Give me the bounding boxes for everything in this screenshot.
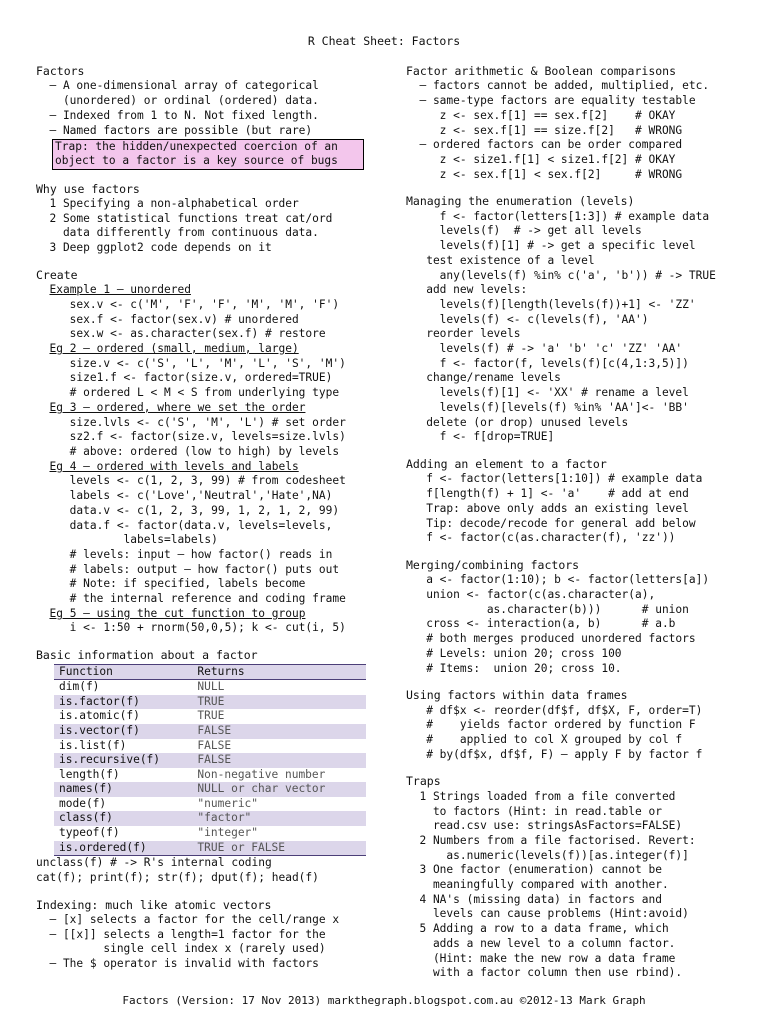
- function-cell: is.list(f): [59, 738, 127, 752]
- section-heading: Create: [36, 267, 78, 282]
- code-line: data.f <- factor(data.v, levels=levels,: [36, 518, 333, 532]
- text-line: adds a new level to a column factor.: [406, 936, 676, 950]
- text-line: meaningfully compared with another.: [406, 878, 669, 892]
- code-line: [36, 401, 368, 416]
- text-line: 3 Deep ggplot2 code depends on it: [36, 241, 272, 255]
- text-line: (unordered) or ordinal (ordered) data.: [36, 94, 319, 108]
- code-line: [36, 283, 368, 298]
- returns-cell: NULL or char vector: [192, 782, 366, 797]
- code-line: – ordered factors can be order compared: [406, 138, 683, 152]
- code-line: any(levels(f) %in% c('a', 'b')) # -> TRUE: [406, 268, 716, 282]
- code-line: levels(f)[1] # -> get a specific level: [406, 239, 696, 253]
- code-line: # labels: output – how factor() puts out: [36, 562, 340, 576]
- section-adding-element: [406, 457, 736, 546]
- text-line: 1 Specifying a non-alphabetical order: [36, 197, 299, 211]
- section-heading: Why use factors: [36, 181, 140, 196]
- text-line: – A one-dimensional array of categorical: [36, 79, 319, 93]
- text-line: – [[x]] selects a length=1 factor for the: [36, 927, 326, 941]
- returns-cell: NULL: [197, 680, 225, 694]
- example-heading: Eg 4 – ordered with levels and labels: [49, 459, 299, 473]
- text-line: with a factor column then use rbind).: [406, 966, 683, 980]
- text-line: 3 One factor (enumeration) cannot be: [406, 863, 662, 877]
- code-line: – factors cannot be added, multiplied, etc.: [406, 79, 710, 93]
- text-line: data differently from continuous data.: [36, 226, 319, 240]
- code-line: sex.w <- as.character(sex.f) # restore: [36, 327, 326, 341]
- right-column: [406, 64, 736, 993]
- code-line: sz2.f <- factor(size.v, levels=size.lvls): [36, 430, 346, 444]
- code-line: # ordered L < M < S from underlying type: [36, 386, 340, 400]
- text-line: read.csv use: stringsAsFactors=FALSE): [406, 819, 683, 833]
- code-line: [36, 460, 368, 475]
- table-row: [54, 811, 366, 826]
- function-cell: typeof(f): [59, 826, 120, 840]
- code-line: levels(f)[1] <- 'XX' # rename a level: [406, 386, 689, 400]
- code-line: change/rename levels: [406, 371, 561, 385]
- function-cell: is.atomic(f): [59, 709, 140, 723]
- returns-cell: "numeric": [197, 796, 259, 810]
- code-line: f <- factor(c(as.character(f), 'zz')): [406, 531, 676, 545]
- returns-cell: Non-negative number: [197, 767, 326, 781]
- code-line: levels(f) # -> 'a' 'b' 'c' 'ZZ' 'AA': [406, 342, 683, 356]
- code-line: as.character(b))) # union: [406, 602, 689, 616]
- code-line: f <- factor(letters[1:3]) # example data: [406, 209, 710, 223]
- code-line: cross <- interaction(a, b) # a.b: [406, 617, 676, 631]
- code-line: union <- factor(c(as.character(a),: [406, 588, 656, 602]
- code-line: # the internal reference and coding frame: [36, 592, 346, 606]
- code-line: z <- sex.f[1] == size.f[2] # WRONG: [406, 123, 683, 137]
- code-line: # Note: if specified, labels become: [36, 577, 306, 591]
- code-line: test existence of a level: [406, 253, 595, 267]
- code-line: size1.f <- factor(size.v, ordered=TRUE): [36, 371, 333, 385]
- code-line: sex.f <- factor(sex.v) # unordered: [36, 312, 299, 326]
- code-line: Tip: decode/recode for general add below: [406, 516, 696, 530]
- function-cell: dim(f): [59, 680, 100, 694]
- section-heading: Merging/combining factors: [406, 557, 580, 572]
- function-cell: is.vector(f): [54, 724, 192, 739]
- code-line: [36, 342, 368, 357]
- code-line: levels(f) # -> get all levels: [406, 224, 642, 238]
- code-line: f[length(f) + 1] <- 'a' # add at end: [406, 487, 689, 501]
- table-row: [54, 841, 366, 856]
- example-heading: Example 1 – unordered: [49, 283, 191, 297]
- section-indexing: [36, 898, 368, 972]
- table-row: [54, 680, 366, 695]
- table-row: [54, 826, 366, 841]
- section-heading: Traps: [406, 774, 441, 789]
- code-line: reorder levels: [406, 327, 521, 341]
- code-line: # applied to col X grouped by col f: [406, 733, 683, 747]
- returns-cell: "factor": [192, 811, 366, 826]
- section-managing-levels: [406, 194, 736, 445]
- function-cell: is.ordered(f): [54, 841, 192, 856]
- section-heading: Basic information about a factor: [36, 648, 258, 663]
- text-line: – Indexed from 1 to N. Not fixed length.: [36, 108, 319, 122]
- code-line: # above: ordered (low to high) by levels: [36, 444, 340, 458]
- text-line: as.numeric(levels(f))[as.integer(f)]: [406, 848, 689, 862]
- returns-cell: FALSE: [197, 738, 232, 752]
- example-heading: Eg 2 – ordered (small, medium, large): [49, 342, 299, 356]
- text-line: 1 Strings loaded from a file converted: [406, 789, 676, 803]
- code-line: sex.v <- c('M', 'F', 'F', 'M', 'M', 'F'): [36, 297, 340, 311]
- section-why-use-factors: [36, 182, 368, 256]
- page-title: R Cheat Sheet: Factors: [307, 34, 461, 48]
- section-factors: [36, 64, 368, 170]
- code-line: z <- sex.f[1] == sex.f[2] # OKAY: [406, 108, 676, 122]
- code-line: # Items: union 20; cross 10.: [406, 661, 622, 675]
- text-line: 2 Some statistical functions treat cat/ord: [36, 211, 333, 225]
- footer: Factors (Version: 17 Nov 2013) markthegraph.blogspot.com.au ©2012-13 Mark Graph: [122, 994, 646, 1007]
- code-line: unclass(f) # -> R's internal coding: [36, 856, 272, 870]
- returns-cell: FALSE: [192, 724, 366, 739]
- table-row: [54, 695, 366, 710]
- code-line: f <- factor(f, levels(f)[c(4,1:3,5)]): [406, 356, 689, 370]
- code-line: # by(df$x, df$f, F) – apply F by factor f: [406, 747, 703, 761]
- table-row: [54, 797, 366, 812]
- code-line: data.v <- c(1, 2, 3, 99, 1, 2, 1, 2, 99): [36, 503, 340, 517]
- trap-line: object to a factor is a key source of bugs: [55, 154, 338, 168]
- function-cell: length(f): [59, 767, 120, 781]
- returns-cell: TRUE: [197, 709, 225, 723]
- function-cell: names(f): [54, 782, 192, 797]
- section-heading: Using factors within data frames: [406, 688, 628, 703]
- code-line: delete (or drop) unused levels: [406, 415, 629, 429]
- text-line: – [x] selects a factor for the cell/range x: [36, 913, 340, 927]
- text-line: to factors (Hint: in read.table or: [406, 804, 662, 818]
- code-line: Trap: above only adds an existing level: [406, 501, 689, 515]
- code-line: size.lvls <- c('S', 'M', 'L') # set order: [36, 415, 346, 429]
- code-line: levels(f)[length(levels(f))+1] <- 'ZZ': [406, 297, 696, 311]
- returns-cell: TRUE or FALSE: [192, 841, 366, 856]
- text-line: 4 NA's (missing data) in factors and: [406, 892, 662, 906]
- function-cell: is.factor(f): [54, 695, 192, 710]
- text-line: single cell index x (rarely used): [36, 942, 326, 956]
- table-row: [54, 768, 366, 783]
- table-row: [54, 739, 366, 754]
- code-line: levels <- c(1, 2, 3, 99) # from codesheet: [36, 474, 346, 488]
- section-data-frames: [406, 688, 736, 762]
- section-heading: Factors: [36, 64, 85, 78]
- section-heading: Factor arithmetic & Boolean comparisons: [406, 64, 677, 78]
- function-cell: mode(f): [59, 796, 107, 810]
- text-line: 5 Adding a row to a data frame, which: [406, 922, 669, 936]
- code-line: a <- factor(1:10); b <- factor(letters[a]): [406, 573, 710, 587]
- code-line: [36, 607, 368, 622]
- function-table: [54, 664, 366, 857]
- table-header-row: [54, 664, 366, 680]
- code-line: – same-type factors are equality testable: [406, 94, 696, 108]
- table-row: [54, 753, 366, 768]
- example-heading: Eg 3 – ordered, where we set the order: [49, 400, 306, 414]
- code-line: i <- 1:50 + rnorm(50,0,5); k <- cut(i, 5): [36, 621, 346, 635]
- section-basic-info: [36, 648, 368, 886]
- code-line: levels(f)[levels(f) %in% 'AA']<- 'BB': [406, 400, 689, 414]
- code-line: # Levels: union 20; cross 100: [406, 646, 622, 660]
- section-create: [36, 268, 368, 636]
- trap-callout: [52, 139, 364, 169]
- returns-cell: "integer": [197, 826, 259, 840]
- column-header-function: Function: [54, 664, 192, 680]
- code-line: add new levels:: [406, 283, 528, 297]
- code-line: z <- sex.f[1] < sex.f[2] # WRONG: [406, 167, 683, 181]
- text-line: 2 Numbers from a file factorised. Revert:: [406, 833, 696, 847]
- code-line: cat(f); print(f); str(f); dput(f); head(f): [36, 870, 319, 884]
- code-line: # levels: input – how factor() reads in: [36, 547, 333, 561]
- code-line: labels=labels): [36, 533, 218, 547]
- trap-line: Trap: the hidden/unexpected coercion of an: [55, 140, 338, 154]
- text-line: levels can cause problems (Hint:avoid): [406, 907, 689, 921]
- table-row: [54, 709, 366, 724]
- code-line: # both merges produced unordered factors: [406, 632, 696, 646]
- function-cell: class(f): [54, 811, 192, 826]
- example-heading: Eg 5 – using the cut function to group: [49, 606, 306, 620]
- section-heading: Adding an element to a factor: [406, 456, 607, 471]
- returns-cell: TRUE: [192, 695, 366, 710]
- text-line: – Named factors are possible (but rare): [36, 123, 313, 137]
- function-cell: is.recursive(f): [54, 753, 192, 768]
- section-traps: [406, 774, 736, 981]
- code-line: f <- f[drop=TRUE]: [406, 430, 555, 444]
- table-row: [54, 782, 366, 797]
- code-line: # df$x <- reorder(df$f, df$X, F, order=T): [406, 703, 703, 717]
- section-heading: Indexing: much like atomic vectors: [36, 897, 272, 912]
- code-line: f <- factor(letters[1:10]) # example data: [406, 472, 703, 486]
- section-merging: [406, 558, 736, 676]
- left-column: [36, 64, 368, 984]
- column-header-returns: Returns: [192, 664, 366, 680]
- code-line: labels <- c('Love','Neutral','Hate',NA): [36, 489, 333, 503]
- code-line: z <- size1.f[1] < size1.f[2] # OKAY: [406, 152, 676, 166]
- returns-cell: FALSE: [192, 753, 366, 768]
- table-row: [54, 724, 366, 739]
- section-arithmetic: [406, 64, 736, 182]
- text-line: (Hint: make the new row a data frame: [406, 951, 676, 965]
- code-line: levels(f) <- c(levels(f), 'AA'): [406, 312, 649, 326]
- section-heading: Managing the enumeration (levels): [406, 194, 635, 209]
- code-line: size.v <- c('S', 'L', 'M', 'L', 'S', 'M'): [36, 356, 346, 370]
- code-line: # yields factor ordered by function F: [406, 718, 696, 732]
- text-line: – The $ operator is invalid with factors: [36, 957, 319, 971]
